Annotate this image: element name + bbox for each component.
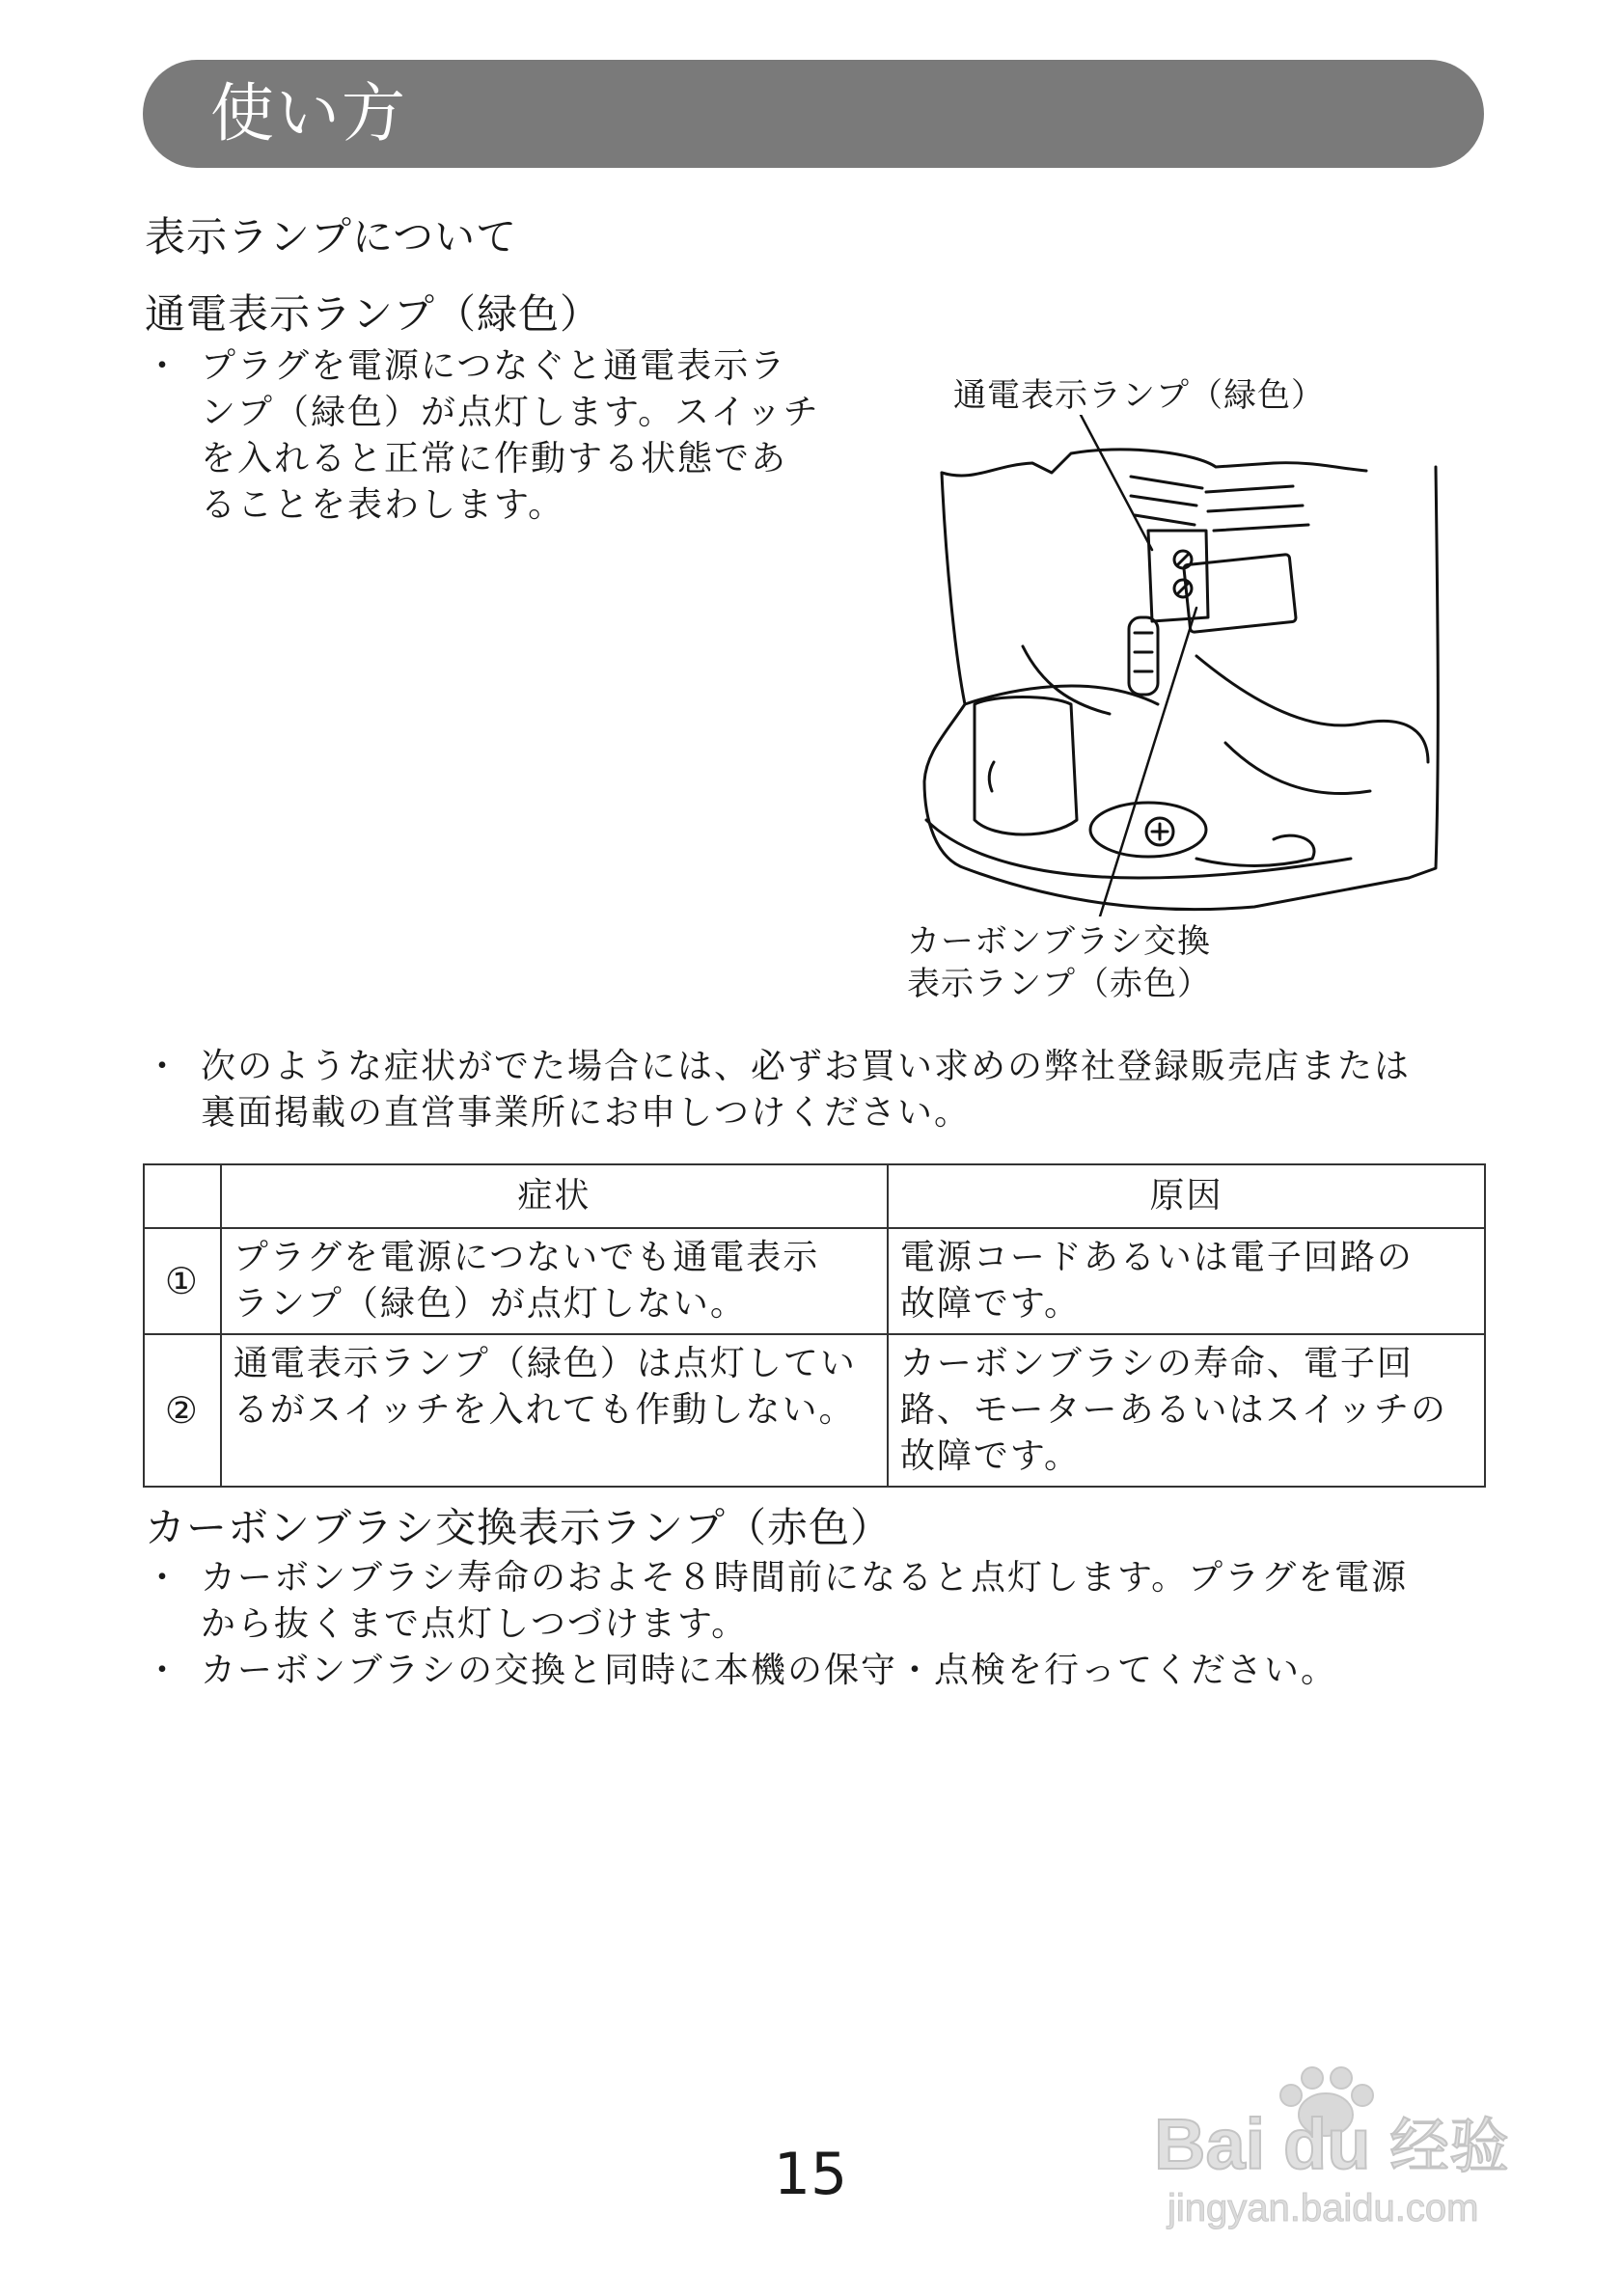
- row-number: ①: [144, 1228, 221, 1334]
- notice-bullet: [145, 1044, 1496, 1136]
- figure-label-red-lamp: [907, 920, 1211, 1005]
- text-line: を入れると正常に作動する状態であ: [201, 439, 788, 478]
- bullet-mark: ・: [145, 346, 182, 386]
- text-line: 裏面掲載の直営事業所にお申しつけください。: [201, 1093, 972, 1133]
- machine-illustration: [907, 415, 1447, 916]
- svg-text:Bai: Bai: [1154, 2104, 1266, 2184]
- table-header-row: [144, 1164, 1485, 1228]
- text-line: プラグを電源につないでも通電表示: [233, 1238, 820, 1277]
- text-line: カーボンブラシ交換: [907, 922, 1211, 961]
- text-line: 故障です。: [899, 1436, 1082, 1476]
- text-line: ることを表わします。: [201, 485, 565, 525]
- text-line: ランプ（緑色）が点灯しない。: [233, 1284, 747, 1324]
- page-number: 15: [773, 2141, 848, 2208]
- red-lamp-description: [145, 1555, 1496, 1694]
- cause-cell: [888, 1228, 1485, 1334]
- svg-text:jingyan.baidu.com: jingyan.baidu.com: [1168, 2187, 1479, 2229]
- text-line: カーボンブラシの交換と同時に本機の保守・点検を行ってください。: [201, 1651, 1338, 1690]
- table-row: [144, 1228, 1485, 1334]
- notice-paragraph: [145, 1044, 1496, 1136]
- symptom-table: [143, 1163, 1486, 1488]
- green-lamp-bullet: [145, 343, 878, 529]
- text-line: ンプ（緑色）が点灯します。スイッチ: [201, 393, 820, 432]
- text-line: 電源コードあるいは電子回路の: [899, 1238, 1414, 1277]
- text-line: カーボンブラシ寿命のおよそ８時間前になると点灯します。プラグを電源: [201, 1558, 1409, 1598]
- table-header-cause: 原因: [888, 1164, 1485, 1228]
- text-line: るがスイッチを入れても作動しない。: [233, 1390, 856, 1430]
- symptom-cell: [221, 1334, 888, 1487]
- bullet-mark: ・: [145, 1558, 182, 1598]
- text-line: プラグを電源につなぐと通電表示ラ: [201, 346, 787, 386]
- table-header-blank: [144, 1164, 221, 1228]
- cause-cell: [888, 1334, 1485, 1487]
- text-line: 通電表示ランプ（緑色）は点灯してい: [233, 1344, 857, 1383]
- green-lamp-description: [145, 343, 878, 529]
- bullet-mark: ・: [145, 1651, 182, 1690]
- text-line: 路、モーターあるいはスイッチの: [899, 1390, 1448, 1430]
- red-lamp-bullet: [145, 1648, 1496, 1694]
- red-lamp-bullet: [145, 1555, 1496, 1648]
- green-lamp-title: 通電表示ランプ（緑色）: [145, 290, 602, 338]
- text-line: カーボンブラシの寿命、電子回: [899, 1344, 1414, 1383]
- svg-text:经验: 经验: [1389, 2111, 1510, 2181]
- text-line: 次のような症状がでた場合には、必ずお買い求めの弊社登録販売店または: [201, 1047, 1412, 1086]
- bullet-mark: ・: [145, 1047, 182, 1086]
- table-row: [144, 1334, 1485, 1487]
- text-line: から抜くまで点灯しつづけます。: [201, 1604, 749, 1644]
- section-header-title: 使い方: [210, 76, 407, 150]
- text-line: 故障です。: [899, 1284, 1082, 1324]
- table-header-symptom: 症状: [221, 1164, 888, 1228]
- figure-label-green-lamp: 通電表示ランプ（緑色）: [953, 376, 1325, 415]
- svg-text:du: du: [1283, 2104, 1371, 2184]
- row-number: ②: [144, 1334, 221, 1487]
- section-header-bar: [143, 60, 1484, 168]
- section-title: 表示ランプについて: [145, 213, 518, 260]
- symptom-cell: [221, 1228, 888, 1334]
- text-line: 表示ランプ（赤色）: [907, 965, 1211, 1003]
- red-lamp-title: カーボンブラシ交換表示ランプ（赤色）: [145, 1504, 893, 1551]
